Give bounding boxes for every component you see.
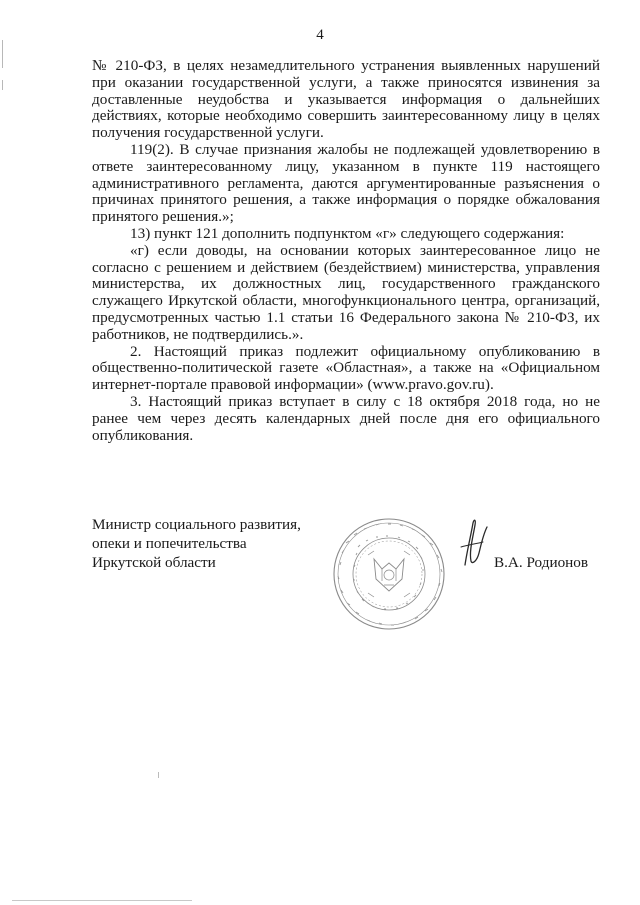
paragraph-item-2-publication: 2. Настоящий приказ подлежит официальному опубликованию в общественно-политической газете «Областная», а также на «Официальном интернет-портале правовой информации» (www.pravo.gov.ru). bbox=[92, 342, 600, 394]
paragraph-continuation: № 210-ФЗ, в целях незамедлительного устранения выявленных нарушений при оказании государственной услуги, а также приносятся извинения за доставленные неудобства и указывается информация о дальнейших действиях, которые необходимо совершить заинтересованному лицу в целях получения государственной услуги. bbox=[92, 57, 600, 142]
paragraph-subitem-g: «г) если доводы, на основании которых заинтересованное лицо не согласно с решением и действием (бездействием) министерства, управления министерства, их должностных лиц, государственного гражданского служащего Иркутской области, многофункционального центра, организаций, предусмотренных частью 1.1 статьи 16 Федерального закона № 210-ФЗ, их работников, не подтвердились.». bbox=[92, 241, 600, 343]
paragraph-item-3-effective-date: 3. Настоящий приказ вступает в силу с 18 октября 2018 года, но не ранее чем через десять календарных дней после дня его официального опубликования. bbox=[92, 392, 600, 444]
signature-block bbox=[92, 515, 612, 635]
signer-title-line: Министр социального развития, bbox=[92, 516, 301, 533]
official-seal-stamp bbox=[324, 515, 454, 633]
signer-name: В.А. Родионов bbox=[494, 554, 589, 571]
signer-title-line: Иркутской области bbox=[92, 554, 216, 571]
page-number: 4 bbox=[316, 27, 324, 43]
paragraph-119-2: 119(2). В случае признания жалобы не подлежащей удовлетворению в ответе заинтересованному лицу, указанном в пункте 119 настоящего административного регламента, даются аргументированные разъяснения о причинах принятого решения, а также информация о порядке обжалования принятого решения.»; bbox=[92, 140, 600, 226]
paragraph-item-13: 13) пункт 121 дополнить подпунктом «г» следующего содержания: bbox=[130, 224, 565, 242]
signer-title-line: опеки и попечительства bbox=[92, 535, 247, 552]
document-body bbox=[92, 58, 600, 444]
scan-bottom-rule bbox=[12, 900, 192, 901]
margin-scan-mark bbox=[2, 80, 3, 90]
signer-title bbox=[92, 515, 322, 572]
scan-artifact-mark bbox=[158, 772, 159, 778]
handwritten-signature bbox=[457, 517, 493, 567]
margin-scan-mark bbox=[2, 40, 3, 68]
